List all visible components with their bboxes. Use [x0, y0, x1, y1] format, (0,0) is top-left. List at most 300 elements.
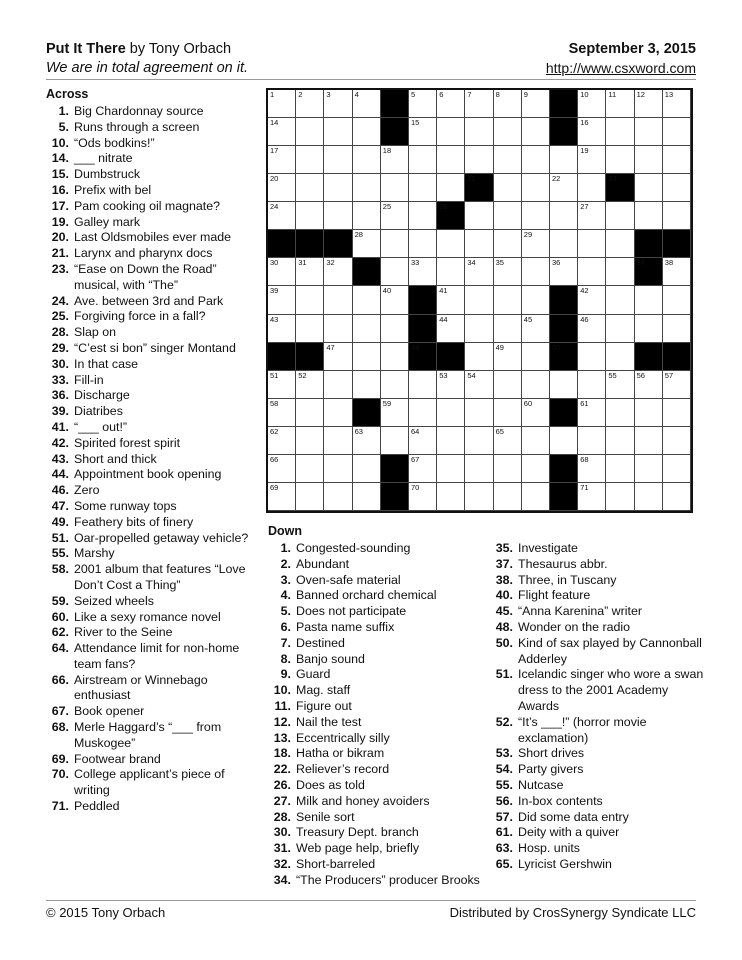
- grid-cell[interactable]: [324, 343, 352, 371]
- grid-cell[interactable]: [663, 455, 691, 483]
- grid-cell[interactable]: [268, 174, 296, 202]
- grid-cell[interactable]: [494, 202, 522, 230]
- grid-cell[interactable]: [465, 399, 493, 427]
- clue-item: [268, 841, 488, 857]
- grid-cell[interactable]: [635, 399, 663, 427]
- grid-block: [663, 343, 691, 371]
- grid-cell[interactable]: [663, 146, 691, 174]
- grid-cell[interactable]: [606, 343, 634, 371]
- clue-number: 28.: [51, 325, 69, 340]
- cell-number: 28: [354, 230, 363, 240]
- clue-text: Treasury Dept. branch: [296, 825, 419, 840]
- clue-text: Spirited forest spirit: [74, 435, 181, 450]
- grid-cell[interactable]: [353, 315, 381, 343]
- grid-block: [268, 230, 296, 258]
- grid-cell[interactable]: [578, 343, 606, 371]
- clue-number: 2.: [280, 556, 291, 571]
- clue-item: [490, 794, 710, 810]
- grid-cell[interactable]: [494, 315, 522, 343]
- clue-text: Hosp. units: [518, 841, 580, 856]
- grid-cell[interactable]: [296, 146, 324, 174]
- grid-cell[interactable]: [494, 371, 522, 399]
- grid-cell[interactable]: [550, 371, 578, 399]
- grid-cell[interactable]: [578, 174, 606, 202]
- clue-number: 61.: [495, 825, 513, 840]
- grid-cell[interactable]: [268, 315, 296, 343]
- grid-cell[interactable]: [465, 258, 493, 286]
- grid-cell[interactable]: [381, 399, 409, 427]
- clue-item: [46, 767, 258, 799]
- grid-cell[interactable]: [296, 286, 324, 314]
- clue-item: [46, 452, 258, 468]
- grid-cell[interactable]: [635, 146, 663, 174]
- grid-cell[interactable]: [494, 90, 522, 118]
- grid-cell[interactable]: [268, 455, 296, 483]
- grid-cell[interactable]: [409, 455, 437, 483]
- grid-cell[interactable]: [522, 315, 550, 343]
- grid-cell[interactable]: [409, 427, 437, 455]
- clue-item: [268, 667, 488, 683]
- clue-number: 12.: [273, 714, 291, 729]
- grid-cell[interactable]: [550, 174, 578, 202]
- clue-number: 9.: [280, 667, 291, 682]
- grid-cell[interactable]: [635, 118, 663, 146]
- cell-number: 50: [552, 342, 561, 352]
- grid-cell[interactable]: [296, 202, 324, 230]
- grid-cell[interactable]: [353, 483, 381, 511]
- grid-cell[interactable]: [663, 315, 691, 343]
- grid-cell[interactable]: [353, 427, 381, 455]
- clue-text: Did some data entry: [518, 809, 629, 824]
- grid-cell[interactable]: [381, 146, 409, 174]
- grid-cell[interactable]: [465, 455, 493, 483]
- grid-cell[interactable]: [296, 174, 324, 202]
- grid-cell[interactable]: [465, 483, 493, 511]
- clue-text: “It’s ___!” (horror movie exclamation): [518, 714, 647, 745]
- cell-number: 44: [439, 314, 448, 324]
- clue-text: Reliever’s record: [296, 762, 390, 777]
- cell-number: 29: [523, 230, 533, 240]
- grid-cell[interactable]: [465, 202, 493, 230]
- clue-item: [490, 778, 710, 794]
- grid-cell[interactable]: [268, 146, 296, 174]
- grid-cell[interactable]: [522, 230, 550, 258]
- cell-number: 67: [411, 454, 420, 464]
- grid-cell[interactable]: [663, 286, 691, 314]
- grid-cell[interactable]: [437, 399, 465, 427]
- grid-cell[interactable]: [550, 230, 578, 258]
- clue-item: [268, 810, 488, 826]
- grid-cell[interactable]: [353, 146, 381, 174]
- grid-cell[interactable]: [268, 90, 296, 118]
- clue-item: [46, 309, 258, 325]
- grid-cell[interactable]: [437, 371, 465, 399]
- grid-cell[interactable]: [578, 230, 606, 258]
- grid-cell[interactable]: [268, 371, 296, 399]
- grid-cell[interactable]: [381, 202, 409, 230]
- grid-cell[interactable]: [381, 230, 409, 258]
- clue-item: [268, 857, 488, 873]
- grid-cell[interactable]: [437, 427, 465, 455]
- grid-cell[interactable]: [494, 174, 522, 202]
- grid-cell[interactable]: [606, 371, 634, 399]
- cell-number: 35: [495, 258, 504, 268]
- grid-cell[interactable]: [324, 90, 352, 118]
- clue-item: [46, 341, 258, 357]
- cell-number: 32: [326, 258, 335, 268]
- grid-cell[interactable]: [381, 258, 409, 286]
- grid-cell[interactable]: [606, 455, 634, 483]
- crossword-grid[interactable]: [266, 88, 693, 513]
- clue-text: Dumbstruck: [74, 167, 141, 182]
- grid-cell[interactable]: [409, 483, 437, 511]
- grid-cell[interactable]: [353, 230, 381, 258]
- grid-cell[interactable]: [606, 483, 634, 511]
- grid-cell[interactable]: [663, 174, 691, 202]
- grid-cell[interactable]: [409, 174, 437, 202]
- clue-number: 63.: [495, 841, 513, 856]
- grid-cell[interactable]: [324, 174, 352, 202]
- grid-cell[interactable]: [437, 455, 465, 483]
- clue-item: [490, 557, 710, 573]
- grid-cell[interactable]: [578, 427, 606, 455]
- clue-text: Feathery bits of finery: [74, 514, 194, 529]
- clue-number: 5.: [58, 119, 69, 134]
- grid-cell[interactable]: [268, 202, 296, 230]
- clue-number: 52.: [495, 714, 513, 729]
- grid-cell[interactable]: [606, 315, 634, 343]
- clue-number: 51.: [495, 667, 513, 682]
- grid-cell[interactable]: [268, 427, 296, 455]
- grid-cell[interactable]: [606, 202, 634, 230]
- cell-number: 71: [580, 482, 589, 492]
- grid-cell[interactable]: [381, 315, 409, 343]
- clue-item: [46, 625, 258, 641]
- grid-cell[interactable]: [353, 118, 381, 146]
- clue-text: Icelandic singer who wore a swan dress to the 2001 Academy Awards: [518, 667, 704, 713]
- footer-divider: [46, 900, 696, 901]
- clue-text: Short and thick: [74, 451, 157, 466]
- clue-number: 68.: [51, 720, 69, 735]
- clue-item: [46, 183, 258, 199]
- grid-cell[interactable]: [606, 230, 634, 258]
- grid-cell[interactable]: [635, 371, 663, 399]
- cell-number: 46: [580, 314, 589, 324]
- grid-block: [409, 343, 437, 371]
- cell-number: 27: [580, 202, 589, 212]
- grid-cell[interactable]: [409, 90, 437, 118]
- cell-number: 33: [411, 258, 420, 268]
- grid-cell[interactable]: [494, 427, 522, 455]
- grid-block: [663, 230, 691, 258]
- grid-cell[interactable]: [522, 483, 550, 511]
- clue-text: Merle Haggard’s “___ from Muskogee”: [74, 720, 222, 750]
- grid-cell[interactable]: [324, 455, 352, 483]
- clue-item: [46, 673, 258, 705]
- grid-cell[interactable]: [324, 146, 352, 174]
- clue-text: Party givers: [518, 762, 584, 777]
- grid-cell[interactable]: [606, 286, 634, 314]
- cell-number: 25: [382, 202, 392, 212]
- grid-cell[interactable]: [522, 399, 550, 427]
- grid-cell[interactable]: [465, 315, 493, 343]
- grid-cell[interactable]: [324, 399, 352, 427]
- grid-cell[interactable]: [353, 371, 381, 399]
- cell-number: 48: [411, 342, 420, 352]
- grid-cell[interactable]: [578, 258, 606, 286]
- grid-cell[interactable]: [465, 90, 493, 118]
- cell-number: 11: [608, 90, 617, 99]
- grid-cell[interactable]: [494, 230, 522, 258]
- grid-cell[interactable]: [437, 146, 465, 174]
- grid-cell[interactable]: [550, 258, 578, 286]
- clue-text: Attendance limit for non-home team fans?: [74, 641, 240, 671]
- grid-cell[interactable]: [409, 202, 437, 230]
- clue-number: 8.: [280, 651, 291, 666]
- grid-cell[interactable]: [663, 258, 691, 286]
- grid-cell[interactable]: [578, 202, 606, 230]
- clue-item: [268, 573, 488, 589]
- puzzle-url-link[interactable]: http://www.csxword.com: [545, 60, 696, 76]
- grid-cell[interactable]: [578, 371, 606, 399]
- grid-cell[interactable]: [635, 427, 663, 455]
- grid-cell[interactable]: [381, 286, 409, 314]
- clue-number: 47.: [51, 498, 69, 513]
- cell-number: 19: [580, 146, 589, 156]
- clue-text: Some runway tops: [74, 498, 177, 513]
- clue-text: Web page help, briefly: [296, 841, 420, 856]
- cell-number: 5: [411, 90, 416, 99]
- cell-number: 12: [636, 90, 645, 99]
- grid-cell[interactable]: [494, 455, 522, 483]
- clue-text: Galley mark: [74, 214, 141, 229]
- clue-number: 66.: [51, 672, 69, 687]
- grid-cell[interactable]: [550, 427, 578, 455]
- grid-cell[interactable]: [635, 315, 663, 343]
- grid-cell[interactable]: [324, 371, 352, 399]
- grid-cell[interactable]: [324, 483, 352, 511]
- grid-cell[interactable]: [324, 258, 352, 286]
- grid-cell[interactable]: [353, 202, 381, 230]
- cell-number: 41: [439, 286, 448, 296]
- clue-number: 60.: [51, 609, 69, 624]
- across-heading: Across: [46, 87, 89, 101]
- grid-cell[interactable]: [663, 90, 691, 118]
- grid-cell[interactable]: [381, 343, 409, 371]
- clue-text: In that case: [74, 356, 139, 371]
- grid-cell[interactable]: [522, 286, 550, 314]
- grid-cell[interactable]: [381, 174, 409, 202]
- cell-number: 56: [636, 370, 645, 380]
- grid-cell[interactable]: [353, 286, 381, 314]
- grid-cell[interactable]: [606, 399, 634, 427]
- grid-cell[interactable]: [465, 286, 493, 314]
- grid-cell[interactable]: [409, 230, 437, 258]
- grid-cell[interactable]: [409, 399, 437, 427]
- grid-cell[interactable]: [578, 483, 606, 511]
- grid-cell[interactable]: [578, 118, 606, 146]
- grid-cell[interactable]: [437, 315, 465, 343]
- clue-number: 48.: [495, 619, 513, 634]
- grid-cell[interactable]: [324, 427, 352, 455]
- grid-cell[interactable]: [437, 483, 465, 511]
- grid-cell[interactable]: [409, 371, 437, 399]
- grid-cell[interactable]: [635, 483, 663, 511]
- grid-cell[interactable]: [465, 427, 493, 455]
- grid-cell[interactable]: [296, 371, 324, 399]
- grid-cell[interactable]: [663, 202, 691, 230]
- grid-cell[interactable]: [268, 118, 296, 146]
- grid-cell[interactable]: [522, 455, 550, 483]
- cell-number: 6: [439, 90, 444, 99]
- grid-cell[interactable]: [606, 427, 634, 455]
- grid-cell[interactable]: [522, 146, 550, 174]
- grid-block: [324, 230, 352, 258]
- grid-cell[interactable]: [522, 174, 550, 202]
- grid-cell[interactable]: [353, 90, 381, 118]
- grid-cell[interactable]: [465, 371, 493, 399]
- grid-cell[interactable]: [465, 146, 493, 174]
- grid-cell[interactable]: [578, 146, 606, 174]
- clue-number: 41.: [51, 419, 69, 434]
- distributor-text: Distributed by CrosSynergy Syndicate LLC: [449, 905, 696, 920]
- cell-number: 14: [270, 118, 279, 128]
- grid-cell[interactable]: [635, 455, 663, 483]
- grid-cell[interactable]: [522, 258, 550, 286]
- grid-cell[interactable]: [522, 202, 550, 230]
- grid-cell[interactable]: [578, 315, 606, 343]
- grid-cell[interactable]: [606, 90, 634, 118]
- grid-cell[interactable]: [578, 455, 606, 483]
- grid-cell[interactable]: [353, 174, 381, 202]
- grid-cell[interactable]: [268, 258, 296, 286]
- grid-cell[interactable]: [635, 202, 663, 230]
- grid-cell[interactable]: [296, 427, 324, 455]
- clue-number: 28.: [273, 809, 291, 824]
- clue-text: Prefix with bel: [74, 182, 152, 197]
- clue-item: [46, 262, 258, 294]
- grid-cell[interactable]: [522, 427, 550, 455]
- grid-cell[interactable]: [353, 343, 381, 371]
- grid-block: [606, 174, 634, 202]
- grid-cell[interactable]: [296, 258, 324, 286]
- grid-cell[interactable]: [381, 427, 409, 455]
- grid-cell[interactable]: [296, 90, 324, 118]
- grid-cell[interactable]: [663, 118, 691, 146]
- clue-text: Three, in Tuscany: [518, 572, 617, 587]
- grid-cell[interactable]: [465, 343, 493, 371]
- grid-cell[interactable]: [324, 315, 352, 343]
- grid-cell[interactable]: [381, 371, 409, 399]
- grid-cell[interactable]: [606, 146, 634, 174]
- puzzle-title-line: [46, 41, 231, 57]
- cell-number: 17: [270, 146, 279, 156]
- clue-number: 26.: [273, 777, 291, 792]
- grid-cell[interactable]: [409, 146, 437, 174]
- grid-cell[interactable]: [296, 455, 324, 483]
- down-clue-list-2: [490, 541, 710, 873]
- clue-item: [268, 778, 488, 794]
- clue-text: Mag. staff: [296, 683, 351, 698]
- clue-text: River to the Seine: [74, 625, 173, 640]
- grid-cell[interactable]: [606, 118, 634, 146]
- clue-text: Runs through a screen: [74, 119, 200, 134]
- clue-number: 25.: [51, 309, 69, 324]
- grid-cell[interactable]: [353, 455, 381, 483]
- clue-item: [268, 731, 488, 747]
- grid-cell[interactable]: [437, 230, 465, 258]
- grid-cell[interactable]: [296, 118, 324, 146]
- grid-cell[interactable]: [324, 118, 352, 146]
- grid-cell[interactable]: [578, 286, 606, 314]
- grid-cell[interactable]: [550, 146, 578, 174]
- grid-cell[interactable]: [268, 483, 296, 511]
- grid-cell[interactable]: [663, 371, 691, 399]
- grid-cell[interactable]: [494, 399, 522, 427]
- grid-cell[interactable]: [268, 399, 296, 427]
- grid-cell[interactable]: [296, 399, 324, 427]
- grid-cell[interactable]: [550, 202, 578, 230]
- grid-cell[interactable]: [324, 286, 352, 314]
- grid-cell[interactable]: [437, 90, 465, 118]
- grid-cell[interactable]: [663, 399, 691, 427]
- grid-cell[interactable]: [465, 118, 493, 146]
- grid-cell[interactable]: [494, 343, 522, 371]
- grid-cell[interactable]: [437, 258, 465, 286]
- grid-cell[interactable]: [494, 118, 522, 146]
- grid-cell[interactable]: [522, 90, 550, 118]
- clue-item: [46, 373, 258, 389]
- grid-cell[interactable]: [494, 483, 522, 511]
- clue-number: 7.: [280, 635, 291, 650]
- grid-cell[interactable]: [494, 146, 522, 174]
- grid-cell[interactable]: [663, 483, 691, 511]
- grid-cell[interactable]: [465, 230, 493, 258]
- clue-item: [46, 420, 258, 436]
- clue-item: [268, 699, 488, 715]
- grid-cell[interactable]: [494, 258, 522, 286]
- clue-text: Fill-in: [74, 372, 104, 387]
- grid-cell[interactable]: [409, 258, 437, 286]
- grid-cell[interactable]: [578, 90, 606, 118]
- grid-cell[interactable]: [437, 174, 465, 202]
- clue-item: [46, 515, 258, 531]
- grid-cell[interactable]: [296, 315, 324, 343]
- grid-cell[interactable]: [635, 286, 663, 314]
- grid-cell[interactable]: [296, 483, 324, 511]
- grid-cell[interactable]: [663, 427, 691, 455]
- grid-cell[interactable]: [635, 90, 663, 118]
- puzzle-byline: by Tony Orbach: [125, 41, 232, 57]
- grid-cell[interactable]: [494, 286, 522, 314]
- grid-cell[interactable]: [522, 118, 550, 146]
- grid-cell[interactable]: [522, 371, 550, 399]
- clue-text: “___ out!”: [74, 419, 128, 434]
- grid-cell[interactable]: [409, 118, 437, 146]
- grid-cell[interactable]: [522, 343, 550, 371]
- clue-item: [268, 604, 488, 620]
- grid-cell[interactable]: [635, 174, 663, 202]
- grid-cell[interactable]: [324, 202, 352, 230]
- clue-text: Last Oldsmobiles ever made: [74, 230, 232, 245]
- clue-item: [46, 799, 258, 815]
- grid-cell[interactable]: [437, 286, 465, 314]
- grid-block: [550, 315, 578, 343]
- grid-cell[interactable]: [578, 399, 606, 427]
- grid-cell[interactable]: [268, 286, 296, 314]
- grid-cell[interactable]: [437, 118, 465, 146]
- grid-cell[interactable]: [606, 258, 634, 286]
